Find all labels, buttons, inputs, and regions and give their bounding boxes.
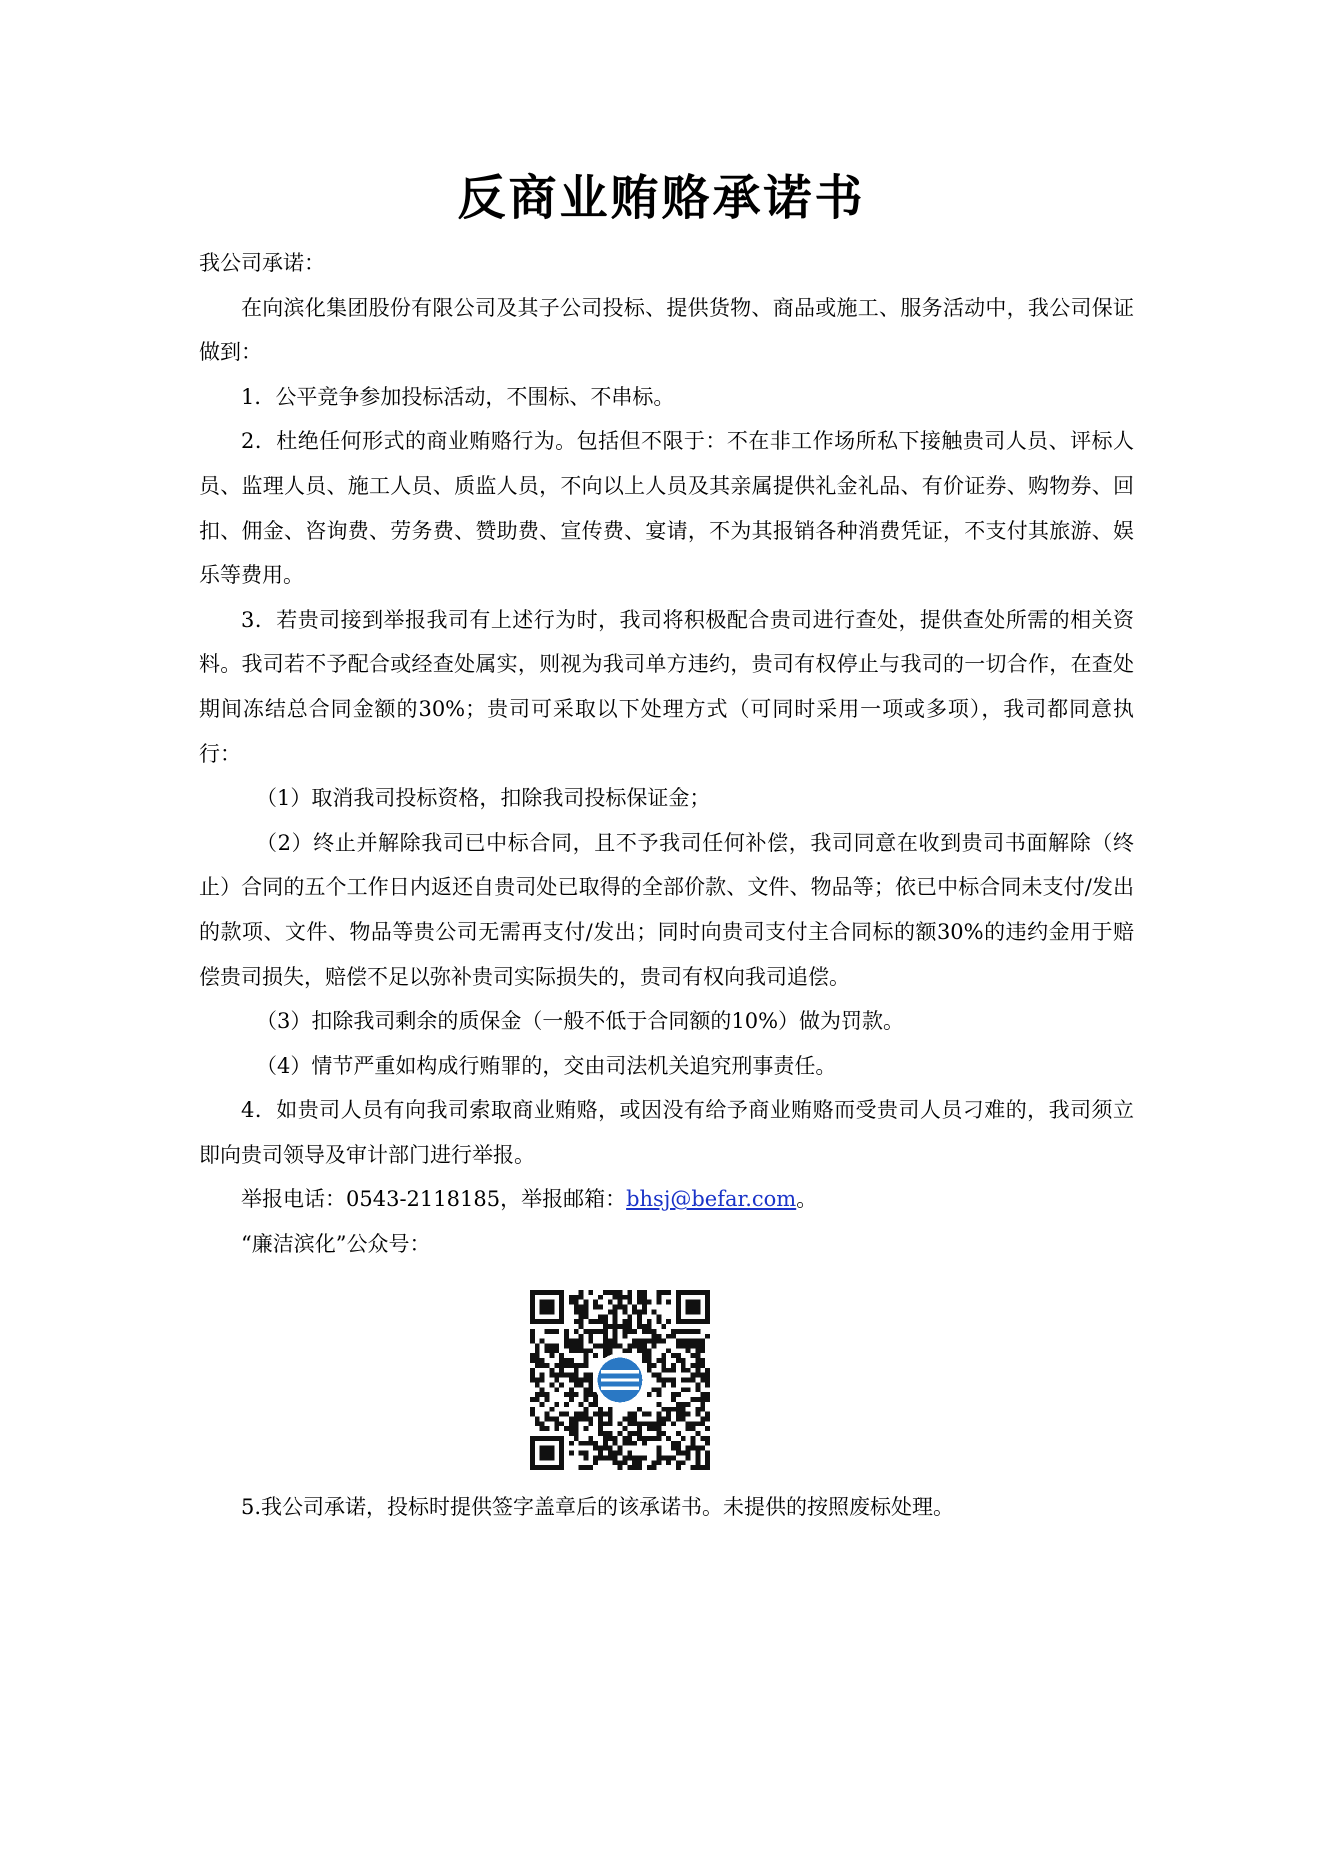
intro-paragraph: 在向滨化集团股份有限公司及其子公司投标、提供货物、商品或施工、服务活动中，我公司保证做到：: [199, 295, 1134, 365]
item-3: 3．若贵司接到举报我司有上述行为时，我司将积极配合贵司进行查处，提供查处所需的相关资料。我司若不予配合或经查处属实，则视为我司单方违约，贵司有权停止与我司的一切合作，在查处期间冻结总合同金额的30%；贵司可采取以下处理方式（可同时采用一项或多项），我司都同意执行：: [199, 607, 1134, 766]
sub-item-3: （3）扣除我司剩余的质保金（一般不低于合同额的10%）做为罚款。: [256, 1009, 905, 1034]
lead-paragraph: 我公司承诺：: [199, 251, 325, 275]
report-suffix: 。: [796, 1187, 818, 1212]
document-body: [199, 241, 1134, 1267]
item-4: 4．如贵司人员有向我司索取商业贿赂，或因没有给予商业贿赂而受贵司人员刁难的，我司须立即向贵司领导及审计部门进行举报。: [199, 1098, 1134, 1167]
item-5: [199, 1485, 1134, 1530]
report-email-link[interactable]: bhsj@befar.com: [626, 1187, 797, 1212]
item-1: 1．公平竞争参加投标活动，不围标、不串标。: [241, 384, 675, 409]
sub-item-1: （1）取消我司投标资格，扣除我司投标保证金；: [256, 786, 711, 811]
report-line: [199, 1177, 1134, 1222]
wechat-label: “廉洁滨化”公众号：: [241, 1232, 431, 1257]
sub-item-2: （2）终止并解除我司已中标合同，且不予我司任何补偿，我司同意在收到贵司书面解除（终止）合同的五个工作日内返还自贵司处已取得的全部价款、文件、物品等；依已中标合同未支付/发出的款项、文件、物品等贵公司无需再支付/发出；同时向贵司支付主合同标的额30%的违约金用于赔偿贵司损失，赔偿不足以弥补贵司实际损失的，贵司有权向我司追偿。: [199, 830, 1134, 989]
item-2: 2．杜绝任何形式的商业贿赂行为。包括但不限于：不在非工作场所私下接触贵司人员、评标人员、监理人员、施工人员、质监人员，不向以上人员及其亲属提供礼金礼品、有价证券、购物券、回扣、佣金、咨询费、劳务费、赞助费、宣传费、宴请，不为其报销各种消费凭证，不支付其旅游、娱乐等费用。: [199, 429, 1134, 588]
report-prefix: 举报电话：0543-2118185，举报邮箱：: [241, 1187, 627, 1212]
qr-code-icon: [530, 1290, 710, 1470]
item-5-text: 5.我公司承诺，投标时提供签字盖章后的该承诺书。未提供的按照废标处理。: [241, 1495, 955, 1519]
page-title: 反商业贿赂承诺书: [457, 170, 866, 226]
sub-item-4: （4）情节严重如构成行贿罪的，交由司法机关追究刑事责任。: [256, 1053, 837, 1078]
